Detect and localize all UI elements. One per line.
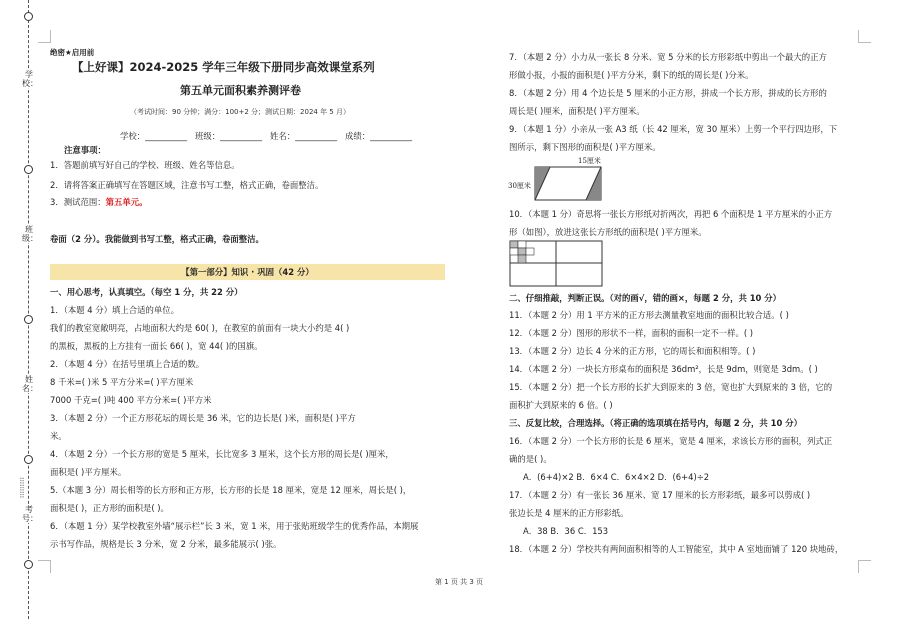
question-line: 面积是( )，正方形的面积是( )。 xyxy=(50,503,169,513)
question-line: 张边长是 4 厘米的正方形彩纸。 xyxy=(509,508,629,518)
question-line: 1．（本题 4 分）填上合适的单位。 xyxy=(50,305,180,315)
question-line: 示书写作品，规格是长 3 分米，宽 2 分米，最多能展示( )张。 xyxy=(50,539,282,549)
binding-class-label: 班级： xyxy=(22,225,38,243)
question-line: 图所示，剩下图形的面积是( )平方厘米。 xyxy=(509,142,661,152)
question-line: 14．（本题 2 分）一块长方形桌布的面积是 36dm²，长是 9dm，则宽是 3dm。( ) xyxy=(509,364,818,374)
q10-figure xyxy=(509,240,604,288)
note-range-value: 第五单元。 xyxy=(105,197,148,207)
note-range-label: 3．测试范围： xyxy=(50,197,106,207)
question-line: 3．（本题 2 分）一个正方形花坛的周长是 36 米，它的边长是( )米，面积是( )平方 xyxy=(50,413,356,423)
question-line: 9．（本题 1 分）小亲从一张 A3 纸（长 42 厘米，宽 30 厘米）上剪一个平行四边形，下 xyxy=(509,124,838,134)
question-line: 17．（本题 2 分）有一张长 36 厘米、宽 17 厘米的长方形彩纸，最多可以剪成( ) xyxy=(509,490,811,500)
name-field-label: 姓名： xyxy=(270,131,296,141)
question-line: 8．（本题 2 分）用 4 个边长是 5 厘米的小正方形，拼成一个长方形，拼成的长方形的 xyxy=(509,88,827,98)
left-column xyxy=(50,0,450,560)
question-line: 7000 千克=( )吨 400 平方分米=( )平方米 xyxy=(50,395,212,405)
secret-mark: 绝密★启用前 xyxy=(50,48,95,57)
binding-number-label: 考号： xyxy=(22,505,38,523)
question-line: 4．（本题 2 分）一个长方形的宽是 5 厘米，长比宽多 3 厘米，这个长方形的周长是( )厘米， xyxy=(50,449,394,459)
question-line: 13．（本题 2 分）边长 4 分米的正方形，它的周长和面积相等。( ) xyxy=(509,346,756,356)
binding-dashed-line xyxy=(28,0,29,619)
exam-info: （考试时间：90 分钟；满分：100+2 分；测试日期：2024 年 5 月） xyxy=(130,108,350,116)
q9-parallelogram-diagram xyxy=(534,166,604,202)
question-line: 7．（本题 2 分）小力从一张长 8 分米、宽 5 分米的长方形彩纸中剪出一个最大的正方 xyxy=(509,52,827,62)
question-line: 10．（本题 1 分）奇思将一张长方形纸对折两次，再把 6 个面积是 1 平方厘米的小正方 xyxy=(509,209,833,219)
score-field-label: 成绩： xyxy=(345,131,371,141)
question-line: 18．（本题 2 分）学校共有两间面积相等的人工智能室，其中 A 室地面铺了 120 块地砖， xyxy=(509,544,844,554)
binding-circle xyxy=(24,455,33,464)
score-field-line[interactable]: __________ xyxy=(370,131,412,141)
student-fields xyxy=(120,131,412,142)
crop-mark xyxy=(858,560,871,573)
part-1-banner: 【第一部分】知识 · 巩固（42 分） xyxy=(50,264,445,280)
binding-circle xyxy=(24,315,33,324)
q10-squares-diagram xyxy=(509,240,604,288)
school-field-label: 学校： xyxy=(120,131,146,141)
binding-name-label: 姓名： xyxy=(22,375,38,393)
exam-subtitle: 第五单元面积素养测评卷 xyxy=(180,84,301,97)
neatness-statement: 卷面（2 分）。我能做到书写工整，格式正确，卷面整洁。 xyxy=(50,234,264,244)
note-item: 2．请将答案正确填写在答题区域，注意书写工整，格式正确，卷面整洁。 xyxy=(50,180,324,190)
choice-options: A．(6+4)×2 B．6×4 C．6×4×2 D．(6+4)÷2 xyxy=(523,472,710,482)
question-line: 米。 xyxy=(50,431,67,441)
choice-options: A．38 B．36 C．153 xyxy=(523,526,609,536)
page-footer: 第 1 页 共 3 页 xyxy=(434,578,484,586)
class-field-line[interactable]: __________ xyxy=(220,131,262,141)
binding-circle xyxy=(24,12,33,21)
question-line: 形做小报，小报的面积是( )平方分米，剩下的纸的周长是( )分米。 xyxy=(509,70,754,80)
question-line: 8 千米=( )米 5 平方分米=( )平方厘米 xyxy=(50,377,194,387)
crop-mark xyxy=(858,30,871,43)
question-line: 5.（本题 3 分）周长相等的长方形和正方形，长方形的长是 18 厘米，宽是 12 厘米，周长是( )， xyxy=(50,485,412,495)
section-3-heading: 三、反复比较，合理选择。（将正确的选项填在括号内，每题 2 分，共 10 分） xyxy=(509,418,802,428)
note-item: 1．答题前填写好自己的学校、班级、姓名等信息。 xyxy=(50,160,240,170)
binding-school-label: 学校： xyxy=(22,70,38,88)
question-line: 面积是( )平方厘米。 xyxy=(50,467,127,477)
class-field-label: 班级： xyxy=(195,131,221,141)
question-line: 的黑板，黑板的上方挂有一面长 66( )，宽 44( )的国旗。 xyxy=(50,341,263,351)
binding-circle xyxy=(24,560,33,569)
question-line: 面积扩大到原来的 6 倍。( ) xyxy=(509,400,613,410)
q9-top-label: 15厘米 xyxy=(578,157,601,165)
question-line: 12．（本题 2 分）图形的形状不一样，面积的面积一定不一样。( ) xyxy=(509,328,754,338)
question-line: 15．（本题 2 分）把一个长方形的长扩大到原来的 3 倍，宽也扩大到原来的 3 倍，它的 xyxy=(509,382,833,392)
q9-side-label: 30厘米 xyxy=(508,182,531,190)
drag-handle-icon[interactable]: ⠿ ⠿ ⠿ xyxy=(19,477,25,500)
q9-figure xyxy=(506,156,606,206)
question-line: 确的是( )。 xyxy=(509,454,552,464)
crop-mark xyxy=(38,560,51,573)
school-field-line[interactable]: __________ xyxy=(145,131,187,141)
binding-strip xyxy=(22,0,36,619)
question-line: 2．（本题 4 分）在括号里填上合适的数。 xyxy=(50,359,205,369)
question-line: 我们的教室宽敞明亮，占地面积大约是 60( )，在教室的前面有一块大小约是 4( ) xyxy=(50,323,350,333)
section-2-heading: 二、仔细推敲，判断正误。（对的画√，错的画×，每题 2 分，共 10 分） xyxy=(509,293,782,303)
note-item xyxy=(50,197,147,208)
question-line: 6．（本题 1 分）某学校教室外墙“展示栏”长 3 米，宽 1 米，用于张贴班级学生的优秀作品，本期展 xyxy=(50,521,419,531)
exam-title: 【上好课】2024-2025 学年三年级下册同步高效课堂系列 xyxy=(72,60,375,74)
notes-heading: 注意事项： xyxy=(64,145,106,155)
question-line: 16．（本题 2 分）一个长方形的长是 6 厘米，宽是 4 厘米，求该长方形的面积，列式正 xyxy=(509,436,833,446)
binding-circle xyxy=(24,165,33,174)
question-line: 形（如图），放进这张长方形纸的面积是( )平方厘米。 xyxy=(509,227,707,237)
question-line: 11．（本题 2 分）用 1 平方米的正方形去测量教室地面的面积比较合适。( ) xyxy=(509,310,789,320)
name-field-line[interactable]: __________ xyxy=(295,131,337,141)
question-line: 周长是( )厘米，面积是( )平方厘米。 xyxy=(509,106,645,116)
section-1-heading: 一、用心思考，认真填空。（每空 1 分，共 22 分） xyxy=(50,287,243,297)
